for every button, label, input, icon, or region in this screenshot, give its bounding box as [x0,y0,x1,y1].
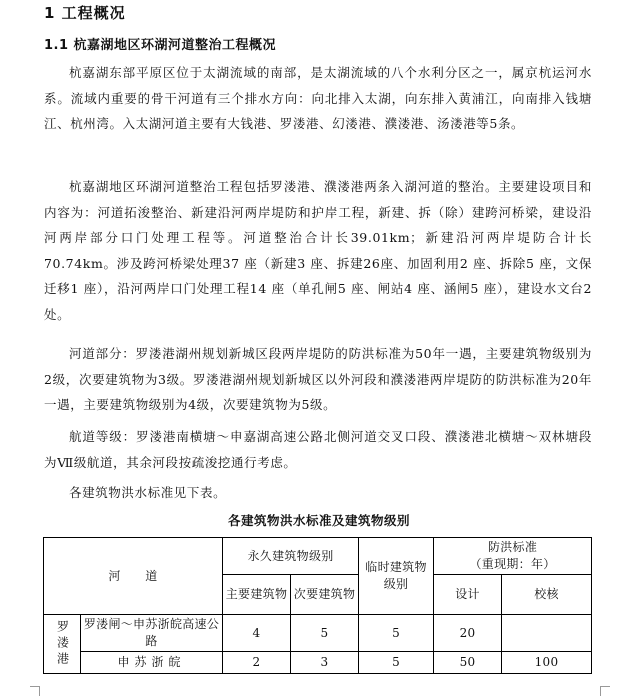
header-flood-standard: 防洪标准 （重现期：年） [434,538,592,575]
header-permanent: 永久建筑物级别 [223,538,359,575]
cell-check: 100 [502,652,592,674]
subsection-heading: 1.1 杭嘉湖地区环湖河道整治工程概况 [44,38,277,53]
table-row [44,615,592,652]
row-group-label: 罗溇港 [44,615,81,674]
cell-section: 申苏浙皖 [81,652,223,674]
cell-section: 罗溇闸～申苏浙皖高速公路 [81,615,223,652]
cell-secondary: 5 [291,615,359,652]
table-row [44,652,592,674]
paragraph-project-scope: 杭嘉湖地区环湖河道整治工程包括罗溇港、濮溇港两条入湖河道的整治。主要建设项目和内容为：河道拓浚整治、新建沿河两岸堤防和护岸工程，新建、拆（除）建跨河桥梁，建设沿河两岸部分口门处理工程等。河道整治合计长39.01km；新建沿河两岸堤防合计长70.74km。涉及跨河桥梁处理37 座（新建3 座、拆建26座、加固利用2 座、拆除5 座，文保迁移1 座），沿河两岸口门处理工程14 座（单孔闸5 座、闸站4 座、涵闸5 座），建设水文台2处。 [44,179,592,322]
header-secondary: 次要建筑物 [291,575,359,615]
flood-standard-table [43,537,592,674]
header-design: 设计 [434,575,502,615]
page-corner-mark [30,686,40,696]
section-heading: 1 工程概况 [44,4,126,22]
cell-design: 20 [434,615,502,652]
cell-secondary: 3 [291,652,359,674]
page-corner-mark [600,686,610,696]
table-caption: 各建筑物洪水标准及建筑物级别 [227,513,410,528]
header-check: 校核 [502,575,592,615]
header-main: 主要建筑物 [223,575,291,615]
cell-main: 4 [223,615,291,652]
cell-main: 2 [223,652,291,674]
paragraph-table-intro: 各建筑物洪水标准见下表。 [69,485,227,500]
cell-temporary: 5 [359,615,434,652]
header-temporary: 临时建筑物级别 [359,538,434,615]
paragraph-waterway-grade: 航道等级：罗溇港南横塘～申嘉湖高速公路北侧河道交叉口段、濮溇港北横塘～双林塘段为Ⅶ级航道，其余河段按疏浚挖通行考虑。 [44,429,592,470]
paragraph-river-standard: 河道部分：罗溇港湖州规划新城区段两岸堤防的防洪标准为50年一遇，主要建筑物级别为2级，次要建筑物为3级。罗溇港湖州规划新城区以外河段和濮溇港两岸堤防的防洪标准为20年一遇，主要建筑物级别为4级，次要建筑物为5级。 [44,346,592,412]
cell-design: 50 [434,652,502,674]
paragraph-overview: 杭嘉湖东部平原区位于太湖流域的南部，是太湖流域的八个水利分区之一，属京杭运河水系。流域内重要的骨干河道有三个排水方向：向北排入太湖，向东排入黄浦江，向南排入钱塘江、杭州湾。入太湖河道主要有大钱港、罗溇港、幻溇港、濮溇港、汤溇港等5条。 [44,65,592,131]
cell-check [502,615,592,652]
cell-temporary: 5 [359,652,434,674]
header-river: 河 道 [44,538,223,615]
